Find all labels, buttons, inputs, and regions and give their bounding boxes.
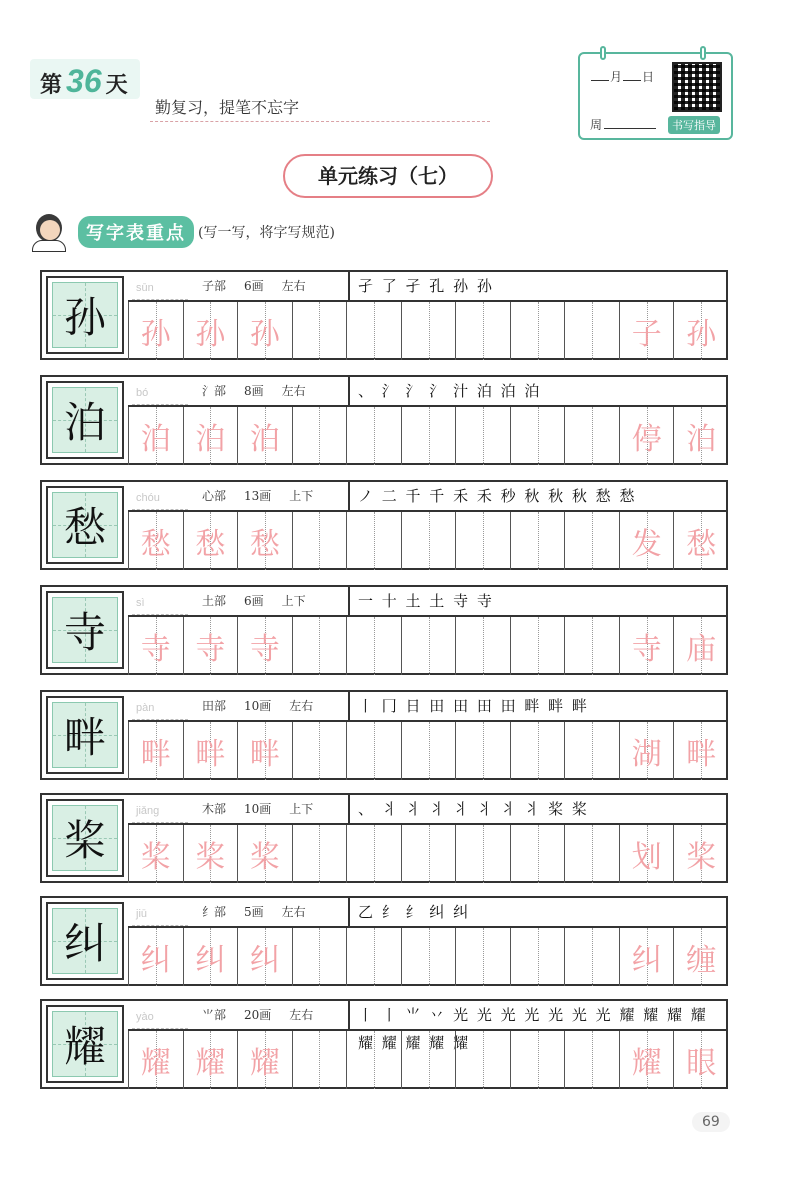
writing-cell[interactable] — [292, 302, 347, 360]
section-title: 写字表重点 — [78, 216, 194, 248]
trace-char: 畔 — [140, 737, 171, 772]
binder-ring-icon — [700, 46, 706, 60]
model-char: 桨 — [63, 816, 106, 865]
writing-cell[interactable] — [346, 407, 401, 465]
trace-char: 寺 — [249, 632, 280, 667]
writing-cell[interactable] — [292, 1031, 347, 1089]
practice-row — [40, 999, 728, 1089]
writing-cell[interactable] — [510, 617, 565, 675]
writing-cell[interactable] — [619, 512, 674, 570]
trace-char: 畔 — [686, 737, 717, 772]
writing-cell[interactable] — [455, 302, 510, 360]
writing-cell[interactable] — [128, 407, 183, 465]
writing-cell[interactable] — [401, 617, 456, 675]
trace-char: 愁 — [140, 527, 171, 562]
trace-char: 桨 — [249, 840, 280, 875]
stroke-sequence: 、 氵 氵 氵 汁 泊 泊 泊 — [348, 377, 728, 405]
writing-cell[interactable] — [292, 928, 347, 986]
unit-title: 单元练习（七） — [283, 154, 493, 198]
writing-cell[interactable] — [128, 302, 183, 360]
writing-cell[interactable] — [564, 722, 619, 780]
writing-cell[interactable] — [237, 928, 292, 986]
writing-cell[interactable] — [510, 512, 565, 570]
trace-char: 缠 — [686, 943, 717, 978]
char-info — [202, 482, 331, 510]
writing-cell[interactable] — [292, 407, 347, 465]
trace-char: 耀 — [195, 1046, 226, 1081]
writing-cell[interactable] — [183, 1031, 238, 1089]
writing-cell[interactable] — [619, 407, 674, 465]
model-char: 寺 — [63, 608, 106, 657]
writing-cell[interactable] — [128, 512, 183, 570]
stroke-count: 6画 — [244, 594, 264, 608]
writing-cell[interactable] — [510, 407, 565, 465]
writing-cell[interactable] — [401, 512, 456, 570]
writing-cell[interactable] — [237, 617, 292, 675]
day-number: 36 — [66, 63, 102, 99]
writing-grid — [128, 926, 728, 984]
model-char: 耀 — [63, 1022, 106, 1071]
writing-cell[interactable] — [673, 928, 728, 986]
writing-cell[interactable] — [183, 825, 238, 883]
radical: ⺌部 — [202, 1008, 227, 1022]
writing-cell[interactable] — [346, 512, 401, 570]
writing-cell[interactable] — [237, 1031, 292, 1089]
writing-grid — [128, 510, 728, 568]
writing-cell[interactable] — [619, 722, 674, 780]
radical: 子部 — [202, 279, 227, 293]
structure: 左右 — [281, 384, 306, 398]
pinyin-box: jiǎng — [132, 799, 188, 823]
day-prefix: 第 — [40, 72, 63, 98]
radical: 氵部 — [202, 384, 227, 398]
writing-cell[interactable] — [237, 825, 292, 883]
writing-cell[interactable] — [346, 1031, 401, 1089]
practice-row — [40, 896, 728, 986]
writing-cell[interactable] — [673, 407, 728, 465]
qr-code-icon[interactable] — [672, 62, 722, 112]
trace-char: 孙 — [195, 317, 226, 352]
writing-cell[interactable] — [183, 407, 238, 465]
stroke-count: 6画 — [244, 279, 264, 293]
char-info — [202, 377, 324, 405]
writing-cell[interactable] — [673, 617, 728, 675]
writing-cell[interactable] — [292, 617, 347, 675]
writing-grid — [128, 720, 728, 778]
model-char-box — [46, 591, 124, 669]
trace-char: 湖 — [631, 737, 662, 772]
date-fill-line — [590, 68, 654, 85]
trace-char: 桨 — [195, 840, 226, 875]
writing-cell[interactable] — [510, 1031, 565, 1089]
writing-cell[interactable] — [183, 617, 238, 675]
stroke-count: 5画 — [244, 905, 264, 919]
writing-cell[interactable] — [128, 825, 183, 883]
writing-cell[interactable] — [619, 302, 674, 360]
writing-cell[interactable] — [128, 722, 183, 780]
writing-cell[interactable] — [401, 1031, 456, 1089]
structure: 左右 — [289, 699, 314, 713]
stroke-sequence: 孑 了 孑 孔 孙 孙 — [348, 272, 728, 300]
writing-cell[interactable] — [510, 302, 565, 360]
practice-row — [40, 793, 728, 883]
writing-cell[interactable] — [673, 302, 728, 360]
writing-cell[interactable] — [346, 302, 401, 360]
binder-ring-icon — [600, 46, 606, 60]
writing-cell[interactable] — [183, 928, 238, 986]
pinyin-box: jiū — [132, 902, 188, 926]
student-avatar-icon — [30, 212, 70, 252]
trace-char: 耀 — [249, 1046, 280, 1081]
writing-grid — [128, 615, 728, 673]
radical: 木部 — [202, 802, 227, 816]
writing-cell[interactable] — [128, 617, 183, 675]
trace-char: 寺 — [195, 632, 226, 667]
writing-cell[interactable] — [673, 512, 728, 570]
radical: 土部 — [202, 594, 227, 608]
model-char: 畔 — [63, 713, 106, 762]
practice-row — [40, 480, 728, 570]
writing-cell[interactable] — [564, 1031, 619, 1089]
week-fill-line — [590, 116, 656, 133]
trace-char: 纠 — [140, 943, 171, 978]
trace-char: 发 — [631, 527, 662, 562]
writing-cell[interactable] — [619, 1031, 674, 1089]
stroke-sequence: ノ 二 千 千 禾 禾 秒 秋 秋 秋 愁 愁 — [348, 482, 728, 510]
radical: 心部 — [202, 489, 227, 503]
model-char-box — [46, 1005, 124, 1083]
trace-char: 孙 — [686, 317, 717, 352]
trace-char: 孙 — [249, 317, 280, 352]
radical: 纟部 — [202, 905, 227, 919]
model-char-box — [46, 799, 124, 877]
model-char: 愁 — [63, 503, 106, 552]
trace-char: 子 — [631, 317, 662, 352]
writing-cell[interactable] — [619, 825, 674, 883]
model-char: 纠 — [63, 919, 106, 968]
writing-cell[interactable] — [564, 302, 619, 360]
trace-char: 寺 — [140, 632, 171, 667]
writing-cell[interactable] — [619, 928, 674, 986]
trace-char: 泊 — [249, 422, 280, 457]
writing-cell[interactable] — [401, 407, 456, 465]
stroke-sequence: 一 十 土 土 寺 寺 — [348, 587, 728, 615]
writing-cell[interactable] — [401, 722, 456, 780]
date-box — [578, 52, 733, 140]
writing-cell[interactable] — [455, 928, 510, 986]
writing-cell[interactable] — [510, 825, 565, 883]
trace-char: 泊 — [140, 422, 171, 457]
writing-cell[interactable] — [292, 722, 347, 780]
char-info — [202, 272, 324, 300]
writing-cell[interactable] — [346, 825, 401, 883]
writing-cell[interactable] — [564, 617, 619, 675]
writing-cell[interactable] — [510, 928, 565, 986]
char-info — [202, 795, 331, 823]
writing-cell[interactable] — [346, 617, 401, 675]
model-char-box — [46, 276, 124, 354]
writing-grid — [128, 405, 728, 463]
day-suffix: 天 — [105, 72, 128, 98]
char-info — [202, 1001, 331, 1029]
writing-cell[interactable] — [183, 512, 238, 570]
model-char: 泊 — [63, 398, 106, 447]
writing-cell[interactable] — [455, 512, 510, 570]
trace-char: 泊 — [195, 422, 226, 457]
writing-cell[interactable] — [564, 928, 619, 986]
writing-cell[interactable] — [564, 407, 619, 465]
writing-cell[interactable] — [510, 722, 565, 780]
structure: 左右 — [281, 905, 306, 919]
trace-char: 纠 — [195, 943, 226, 978]
practice-row — [40, 585, 728, 675]
trace-char: 耀 — [631, 1046, 662, 1081]
writing-cell[interactable] — [673, 825, 728, 883]
structure: 左右 — [281, 279, 306, 293]
structure: 上下 — [289, 489, 314, 503]
stroke-count: 8画 — [244, 384, 264, 398]
radical: 田部 — [202, 699, 227, 713]
writing-cell[interactable] — [237, 722, 292, 780]
section-note: (写一写，将字写规范) — [198, 225, 335, 241]
writing-grid — [128, 1029, 728, 1087]
writing-cell[interactable] — [128, 1031, 183, 1089]
pinyin-box: bó — [132, 381, 188, 405]
writing-cell[interactable] — [292, 512, 347, 570]
pinyin-box: chóu — [132, 486, 188, 510]
qr-label: 书写指导 — [668, 116, 720, 134]
structure: 上下 — [281, 594, 306, 608]
pinyin-box: pàn — [132, 696, 188, 720]
day-label-small: 日 — [642, 70, 655, 84]
trace-char: 愁 — [249, 527, 280, 562]
section-heading — [30, 212, 335, 252]
trace-char: 愁 — [686, 527, 717, 562]
trace-char: 眼 — [686, 1046, 717, 1081]
writing-cell[interactable] — [237, 512, 292, 570]
char-info — [202, 692, 331, 720]
stroke-sequence: 乙 纟 纟 纠 纠 — [348, 898, 728, 926]
pinyin-box: sì — [132, 591, 188, 615]
writing-grid — [128, 300, 728, 358]
stroke-count: 20画 — [244, 1008, 272, 1022]
slogan: 勤复习，提笔不忘字 — [155, 98, 300, 117]
writing-cell[interactable] — [673, 1031, 728, 1089]
trace-char: 纠 — [631, 943, 662, 978]
writing-cell[interactable] — [401, 302, 456, 360]
page-number: 69 — [692, 1112, 730, 1132]
stroke-count: 13画 — [244, 489, 272, 503]
trace-char: 划 — [631, 840, 662, 875]
trace-char: 纠 — [249, 943, 280, 978]
practice-row — [40, 690, 728, 780]
writing-grid — [128, 823, 728, 881]
writing-cell[interactable] — [401, 825, 456, 883]
day-label — [40, 63, 128, 100]
structure: 左右 — [289, 1008, 314, 1022]
model-char-box — [46, 902, 124, 980]
writing-cell[interactable] — [455, 617, 510, 675]
writing-cell[interactable] — [292, 825, 347, 883]
char-info — [202, 898, 324, 926]
pinyin-box: sūn — [132, 276, 188, 300]
writing-cell[interactable] — [564, 825, 619, 883]
stroke-count: 10画 — [244, 699, 272, 713]
writing-cell[interactable] — [346, 928, 401, 986]
practice-row — [40, 375, 728, 465]
dashed-divider — [150, 121, 490, 122]
week-label: 周 — [590, 118, 603, 132]
model-char-box — [46, 381, 124, 459]
writing-cell[interactable] — [455, 825, 510, 883]
pinyin-box: yào — [132, 1005, 188, 1029]
day-header — [30, 55, 490, 125]
trace-char: 愁 — [195, 527, 226, 562]
trace-char: 桨 — [686, 840, 717, 875]
practice-row — [40, 270, 728, 360]
trace-char: 孙 — [140, 317, 171, 352]
trace-char: 寺 — [631, 632, 662, 667]
model-char: 孙 — [63, 293, 106, 342]
writing-cell[interactable] — [183, 302, 238, 360]
stroke-sequence: 丨 冂 日 田 田 田 田 畔 畔 畔 — [348, 692, 728, 720]
writing-cell[interactable] — [455, 1031, 510, 1089]
trace-char: 畔 — [249, 737, 280, 772]
writing-cell[interactable] — [564, 512, 619, 570]
writing-cell[interactable] — [401, 928, 456, 986]
stroke-sequence: 、 丬 丬 丬 丬 丬 丬 丬 桨 桨 — [348, 795, 728, 823]
writing-cell[interactable] — [128, 928, 183, 986]
writing-cell[interactable] — [619, 617, 674, 675]
trace-char: 庙 — [686, 632, 717, 667]
trace-char: 桨 — [140, 840, 171, 875]
writing-cell[interactable] — [455, 407, 510, 465]
stroke-count: 10画 — [244, 802, 272, 816]
writing-cell[interactable] — [673, 722, 728, 780]
trace-char: 畔 — [195, 737, 226, 772]
writing-cell[interactable] — [346, 722, 401, 780]
char-info — [202, 587, 324, 615]
stroke-sequence: 丨 丨 ⺌ 丷 光 光 光 光 光 光 光 耀 耀 耀 耀 耀 耀 耀 耀 耀 — [348, 1001, 728, 1029]
writing-cell[interactable] — [237, 302, 292, 360]
writing-cell[interactable] — [183, 722, 238, 780]
trace-char: 停 — [631, 422, 662, 457]
model-char-box — [46, 486, 124, 564]
writing-cell[interactable] — [455, 722, 510, 780]
structure: 上下 — [289, 802, 314, 816]
writing-cell[interactable] — [237, 407, 292, 465]
model-char-box — [46, 696, 124, 774]
trace-char: 泊 — [686, 422, 717, 457]
month-label: 月 — [610, 70, 623, 84]
trace-char: 耀 — [140, 1046, 171, 1081]
